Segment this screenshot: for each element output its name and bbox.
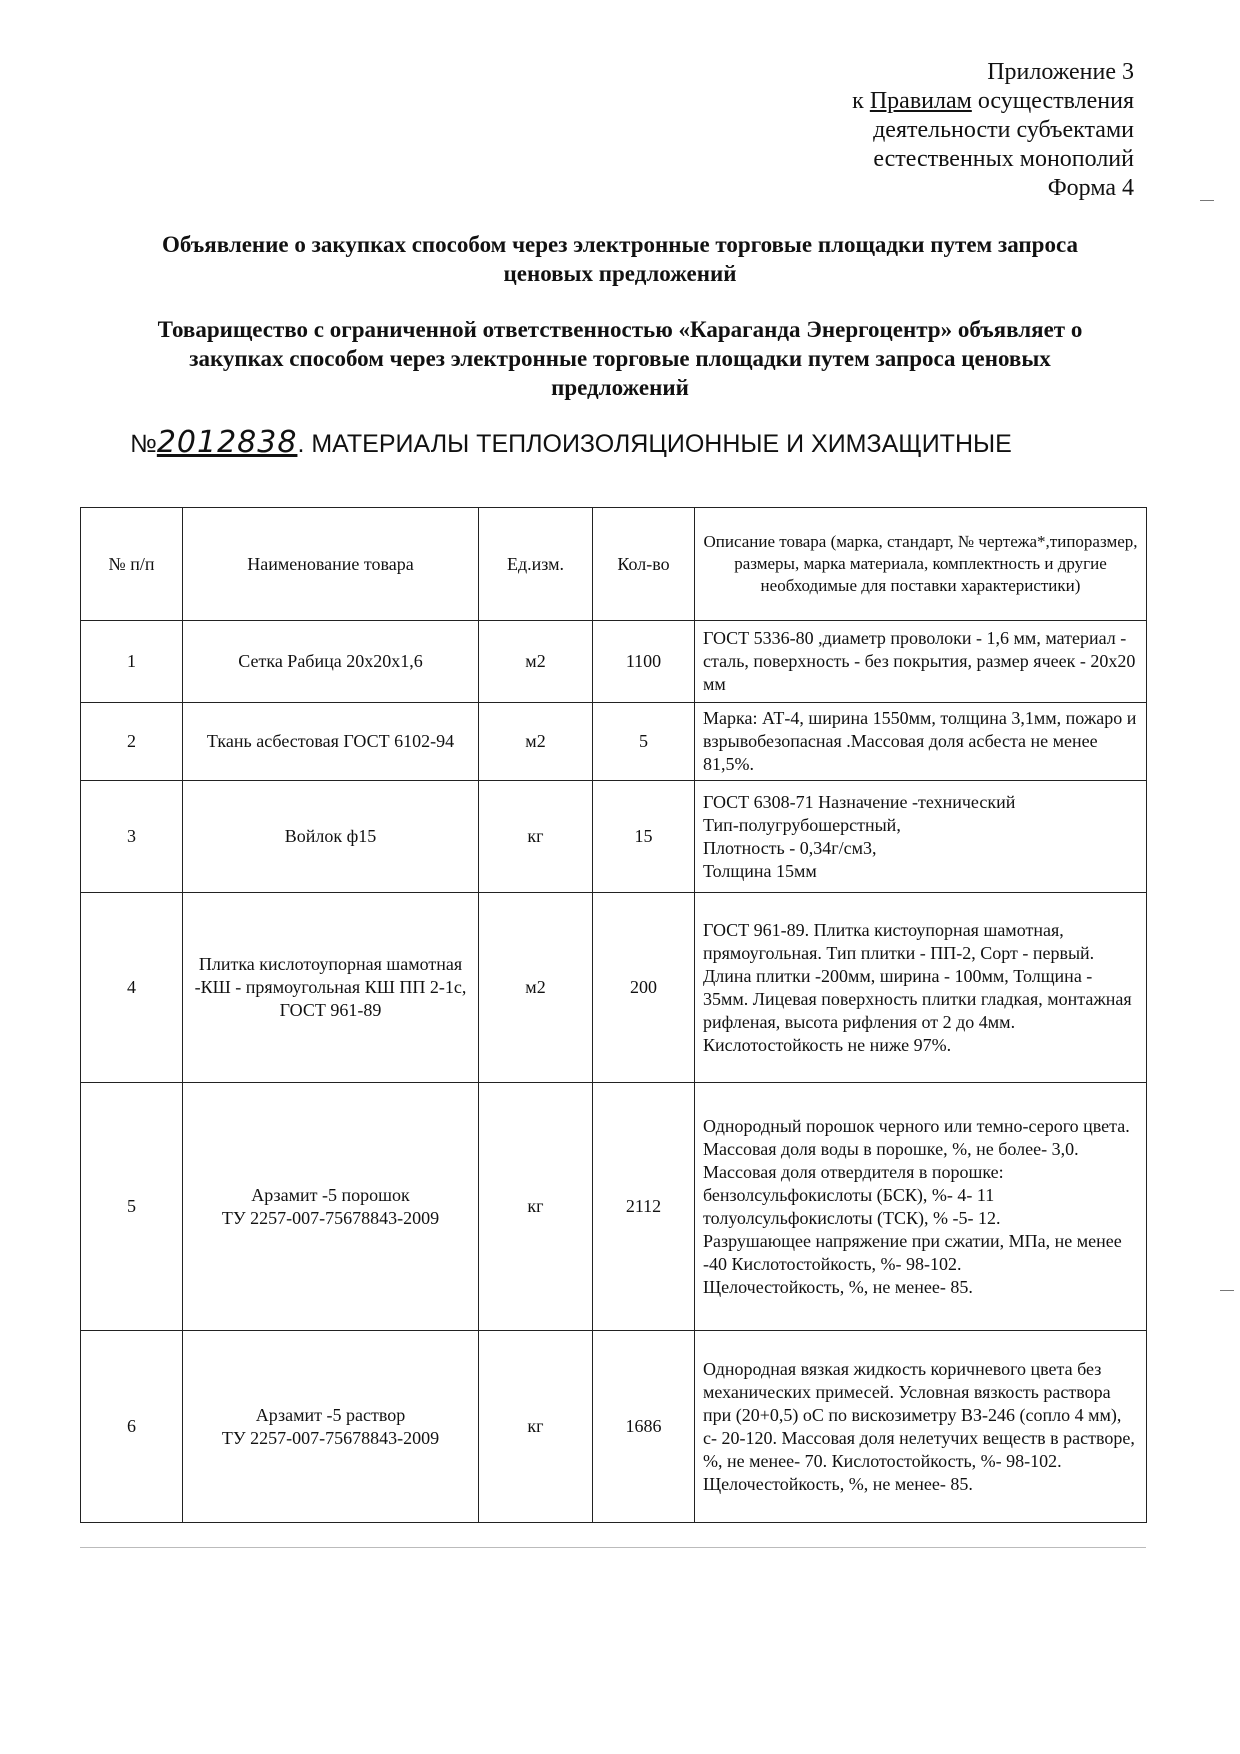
scan-artifact (80, 1547, 1146, 1548)
table-body (81, 621, 1147, 1523)
header-num: № п/п (81, 508, 183, 621)
unit-of-measure: м2 (479, 621, 593, 703)
product-name: Арзамит -5 порошок ТУ 2257-007-75678843-2009 (183, 1083, 479, 1331)
scan-artifact (1200, 200, 1214, 201)
table-row (81, 1331, 1147, 1523)
scan-artifact (1220, 1290, 1234, 1291)
appendix-line: деятельности субъектами (873, 117, 1134, 143)
unit-of-measure: кг (479, 1083, 593, 1331)
quantity: 1686 (593, 1331, 695, 1523)
table-row (81, 781, 1147, 893)
product-description: Однородный порошок черного или темно-серого цвета. Массовая доля воды в порошке, %, не более- 3,0. Массовая доля отвердителя в порошке: бензолсульфокислоты (БСК), %- 4- 11 толуолсульфокислоты (ТСК), % -5- 12. Разрушающее напряжение при сжатии, МПа, не менее -40 Кислотостойкость, %- 98-102. Щелочестойкость, %, не менее- 85. (695, 1083, 1147, 1331)
product-name: Арзамит -5 раствор ТУ 2257-007-75678843-2009 (183, 1331, 479, 1523)
quantity: 15 (593, 781, 695, 893)
organization-title: Товарищество с ограниченной ответственностью «Караганда Энергоцентр» объявляет о закупках способом через электронные торговые площадки путем запроса ценовых предложений (157, 317, 1083, 400)
table-row (81, 893, 1147, 1083)
quantity: 2112 (593, 1083, 695, 1331)
row-number: 6 (81, 1331, 183, 1523)
appendix-prefix: к (852, 88, 870, 114)
appendix-suffix: осуществления (971, 88, 1134, 114)
items-table (80, 507, 1147, 1523)
header-name: Наименование товара (183, 508, 479, 621)
lot-number: 2012838 (156, 425, 298, 460)
product-description: ГОСТ 6308-71 Назначение -технический Тип-полугрубошерстный, Плотность - 0,34г/см3, Толщина 15мм (695, 781, 1147, 893)
lot-title: . МАТЕРИАЛЫ ТЕПЛОИЗОЛЯЦИОННЫЕ И ХИМЗАЩИТНЫЕ (297, 430, 1012, 458)
appendix-line: Приложение 3 (987, 59, 1134, 85)
product-name: Сетка Рабица 20х20х1,6 (183, 621, 479, 703)
appendix-line (714, 87, 1134, 116)
quantity: 5 (593, 703, 695, 781)
row-number: 3 (81, 781, 183, 893)
header-qty: Кол-во (593, 508, 695, 621)
table-row (81, 1083, 1147, 1331)
lot-heading (130, 425, 1130, 460)
quantity: 200 (593, 893, 695, 1083)
appendix-line: естественных монополий (873, 146, 1134, 172)
table-header-row (81, 508, 1147, 621)
product-name: Войлок ф15 (183, 781, 479, 893)
appendix-header (714, 58, 1134, 203)
unit-of-measure: кг (479, 781, 593, 893)
row-number: 1 (81, 621, 183, 703)
product-name: Плитка кислотоупорная шамотная -КШ - прямоугольная КШ ПП 2-1с, ГОСТ 961-89 (183, 893, 479, 1083)
product-description: Марка: АТ-4, ширина 1550мм, толщина 3,1мм, пожаро и взрывобезопасная .Массовая доля асбеста не менее 81,5%. (695, 703, 1147, 781)
lot-prefix: № (130, 430, 157, 458)
row-number: 4 (81, 893, 183, 1083)
quantity: 1100 (593, 621, 695, 703)
header-desc: Описание товара (марка, стандарт, № чертежа*,типоразмер, размеры, марка материала, комплектность и другие необходимые для поставки характеристики) (695, 508, 1147, 621)
product-description: ГОСТ 961-89. Плитка кистоупорная шамотная, прямоугольная. Тип плитки - ПП-2, Сорт - первый. Длина плитки -200мм, ширина - 100мм, Толщина - 35мм. Лицевая поверхность плитки гладкая, монтажная рифленая, высота рифления от 2 до 4мм. Кислотостойкость не ниже 97%. (695, 893, 1147, 1083)
form-number: Форма 4 (1047, 175, 1134, 201)
unit-of-measure: м2 (479, 703, 593, 781)
unit-of-measure: м2 (479, 893, 593, 1083)
unit-of-measure: кг (479, 1331, 593, 1523)
row-number: 5 (81, 1083, 183, 1331)
announcement-title: Объявление о закупках способом через электронные торговые площадки путем запроса ценовых предложений (162, 232, 1078, 286)
product-description: ГОСТ 5336-80 ,диаметр проволоки - 1,6 мм, материал - сталь, поверхность - без покрытия, размер ячеек - 20х20 мм (695, 621, 1147, 703)
header-unit: Ед.изм. (479, 508, 593, 621)
table-row (81, 703, 1147, 781)
product-description: Однородная вязкая жидкость коричневого цвета без механических примесей. Условная вязкость раствора при (20+0,5) оС по вискозиметру ВЗ-246 (сопло 4 мм), с- 20-120. Массовая доля нелетучих веществ в растворе, %, не менее- 70. Кислотостойкость, %- 98-102. Щелочестойкость, %, не менее- 85. (695, 1331, 1147, 1523)
product-name: Ткань асбестовая ГОСТ 6102-94 (183, 703, 479, 781)
row-number: 2 (81, 703, 183, 781)
table-row (81, 621, 1147, 703)
rules-link: Правилам (869, 88, 972, 114)
